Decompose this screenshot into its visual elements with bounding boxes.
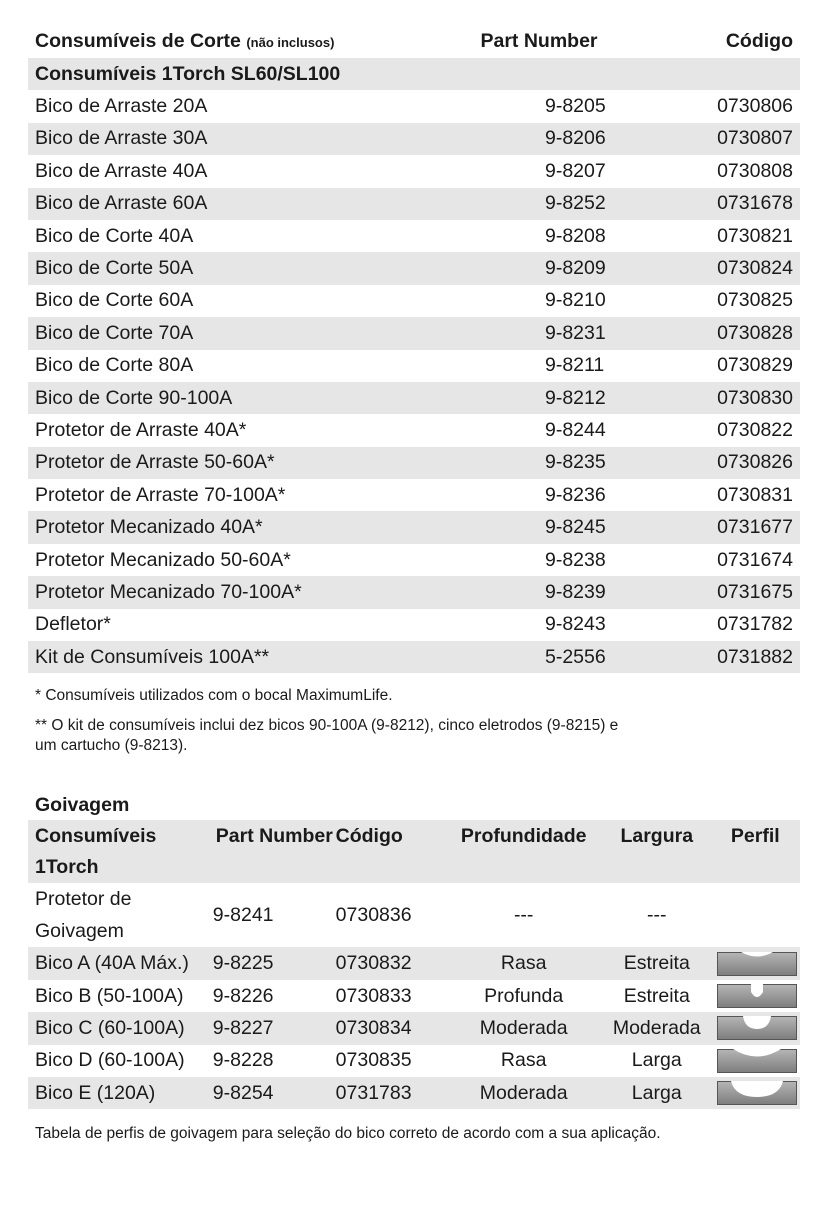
gouging-header-row (28, 820, 800, 853)
row-code: 0731882 (717, 645, 793, 668)
row-code: 0731782 (717, 613, 793, 636)
table-row (28, 947, 800, 979)
row-part-number: 9-8227 (212, 1016, 274, 1039)
row-code: 0731675 (717, 580, 793, 603)
row-name: Bico E (120A) (35, 1081, 156, 1104)
row-part-number: 9-8209 (545, 257, 606, 280)
row-code: 0730832 (335, 952, 412, 975)
row-profile (711, 1012, 800, 1044)
row-profile-empty (711, 883, 800, 947)
footnote-single-asterisk: * Consumíveis utilizados com o bocal MaximumLife. (35, 687, 393, 705)
row-profile (711, 1045, 800, 1077)
row-part-number: 9-8210 (545, 289, 606, 312)
row-name: Protetor de Arraste 50-60A* (35, 451, 275, 474)
group-label: Consumíveis 1Torch SL60/SL100 (35, 62, 341, 85)
row-depth: Moderada (479, 1081, 568, 1104)
row-name: Bico de Corte 80A (35, 354, 194, 377)
row-part-number: 9-8205 (545, 95, 606, 118)
row-name: Bico de Corte 60A (35, 289, 194, 312)
gouge-profile-profunda-estreita-icon (717, 984, 797, 1008)
row-code: 0730806 (717, 95, 793, 118)
row-name: Bico de Corte 50A (35, 257, 194, 280)
header-codigo: Código (725, 29, 793, 52)
table-row (28, 1077, 800, 1109)
row-code: 0730807 (717, 127, 793, 150)
header-largura: Largura (620, 825, 694, 848)
row-depth: Moderada (479, 1016, 568, 1039)
row-part-number: 9-8254 (212, 1081, 274, 1104)
row-part-number: 5-2556 (545, 645, 606, 668)
row-code: 0730808 (717, 159, 793, 182)
table-row (28, 447, 800, 479)
row-width: Estreita (623, 984, 690, 1007)
header-consumiveis: Consumíveis (35, 825, 157, 848)
row-part-number: 9-8244 (545, 418, 606, 441)
row-part-number: 9-8226 (212, 984, 274, 1007)
gouge-profile-moderada-moderada-icon (717, 1016, 797, 1040)
table-row (28, 883, 800, 947)
header-title-text: Consumíveis de Corte (35, 29, 241, 52)
header-consumiveis-line-2: 1Torch (35, 856, 99, 879)
row-part-number: 9-8243 (545, 613, 606, 636)
row-name: Bico D (60-100A) (35, 1049, 185, 1072)
row-code: 0730826 (717, 451, 793, 474)
row-name: Bico C (60-100A) (35, 1016, 185, 1039)
row-part-number: 9-8252 (545, 192, 606, 215)
row-part-number: 9-8239 (545, 580, 606, 603)
gouge-profile-rasa-estreita-icon (717, 952, 797, 976)
row-width: Moderada (612, 1016, 701, 1039)
row-code: 0730836 (335, 903, 412, 926)
header-part-number: Part Number (215, 825, 333, 848)
row-name: Bico de Corte 70A (35, 321, 194, 344)
row-part-number: 9-8235 (545, 451, 606, 474)
row-part-number: 9-8236 (545, 483, 606, 506)
row-part-number: 9-8238 (545, 548, 606, 571)
row-part-number: 9-8206 (545, 127, 606, 150)
table-row (28, 382, 800, 414)
row-code: 0730828 (717, 321, 793, 344)
row-name: Bico de Arraste 30A (35, 127, 208, 150)
row-code: 0730834 (335, 1016, 412, 1039)
row-code: 0730830 (717, 386, 793, 409)
group-row (28, 58, 800, 90)
table-row (28, 252, 800, 284)
gouging-title: Goivagem (35, 794, 130, 817)
row-depth: Rasa (500, 952, 547, 975)
row-code: 0730829 (717, 354, 793, 377)
row-code: 0730821 (717, 224, 793, 247)
table-row (28, 317, 800, 349)
header-part-number: Part Number (480, 29, 598, 52)
row-width: Larga (631, 1049, 682, 1072)
row-name: Bico B (50-100A) (35, 984, 184, 1007)
row-name: Bico de Arraste 40A (35, 159, 208, 182)
row-name: Bico de Arraste 20A (35, 95, 208, 118)
row-part-number: 9-8231 (545, 321, 606, 344)
row-part-number: 9-8245 (545, 516, 606, 539)
header-title-note: (não inclusos) (246, 34, 335, 50)
table-row (28, 511, 800, 543)
table-row (28, 479, 800, 511)
table-row (28, 188, 800, 220)
table-row (28, 414, 800, 446)
row-code: 0730824 (717, 257, 793, 280)
row-code: 0730833 (335, 984, 412, 1007)
header-title (28, 24, 442, 58)
row-part-number: 9-8241 (212, 903, 274, 926)
gouge-profile-rasa-larga-icon (717, 1049, 797, 1073)
row-part-number: 9-8208 (545, 224, 606, 247)
row-code: 0730835 (335, 1049, 412, 1072)
row-code: 0731783 (335, 1081, 412, 1104)
row-depth: Rasa (500, 1049, 547, 1072)
row-name: Protetor Mecanizado 70-100A* (35, 580, 302, 603)
row-part-number: 9-8211 (545, 354, 605, 377)
table-row (28, 220, 800, 252)
row-code: 0731674 (717, 548, 793, 571)
table-row (28, 1045, 800, 1077)
row-part-number: 9-8212 (545, 386, 606, 409)
table-row (28, 1012, 800, 1044)
row-name: Bico A (40A Máx.) (35, 952, 189, 975)
row-depth: Profunda (484, 984, 564, 1007)
row-part-number: 9-8225 (212, 952, 274, 975)
row-name: Bico de Arraste 60A (35, 192, 208, 215)
gouging-header-row-2 (28, 853, 800, 883)
row-code: 0730822 (717, 418, 793, 441)
gouging-caption: Tabela de perfis de goivagem para seleção do bico correto de acordo com a sua aplicação. (35, 1125, 661, 1143)
row-part-number: 9-8228 (212, 1049, 274, 1072)
row-profile (711, 980, 800, 1012)
row-name: Defletor* (35, 613, 111, 636)
row-name: Protetor de Arraste 40A* (35, 418, 247, 441)
table-row (28, 123, 800, 155)
gouging-table (28, 820, 800, 1109)
footnote-line-2: um cartucho (9-8213). (35, 737, 188, 755)
row-name: Protetor Mecanizado 50-60A* (35, 548, 291, 571)
footnote-line-1: ** O kit de consumíveis inclui dez bicos 90-100A (9-8212), cinco eletrodos (9-8215) e (35, 717, 619, 735)
table-row (28, 641, 800, 673)
row-code: 0731678 (717, 192, 793, 215)
table-header (28, 24, 800, 58)
row-name: Kit de Consumíveis 100A** (35, 645, 270, 668)
cutting-consumables-table (28, 24, 800, 673)
table-row (28, 155, 800, 187)
table-row (28, 544, 800, 576)
row-code: 0731677 (717, 516, 793, 539)
table-row (28, 609, 800, 641)
header-codigo: Código (335, 825, 403, 848)
row-name: Protetor de Goivagem (35, 888, 132, 943)
header-perfil: Perfil (730, 825, 780, 848)
header-profundidade: Profundidade (460, 825, 587, 848)
table-row (28, 350, 800, 382)
row-width: Estreita (623, 952, 690, 975)
row-name: Protetor Mecanizado 40A* (35, 516, 263, 539)
row-depth: --- (513, 903, 534, 926)
row-width: --- (647, 903, 667, 926)
table-row (28, 90, 800, 122)
row-name: Bico de Corte 90-100A (35, 386, 233, 409)
table-row (28, 285, 800, 317)
row-code: 0730825 (717, 289, 793, 312)
row-width: Larga (631, 1081, 682, 1104)
row-part-number: 9-8207 (545, 159, 606, 182)
row-name: Protetor de Arraste 70-100A* (35, 483, 286, 506)
gouge-profile-moderada-larga-icon (717, 1081, 797, 1105)
row-profile (711, 1077, 800, 1109)
footnote-double-asterisk (28, 716, 800, 756)
row-profile (711, 947, 800, 979)
document (28, 24, 800, 1143)
table-row (28, 576, 800, 608)
row-code: 0730831 (717, 483, 793, 506)
row-name: Bico de Corte 40A (35, 224, 194, 247)
table-row (28, 980, 800, 1012)
